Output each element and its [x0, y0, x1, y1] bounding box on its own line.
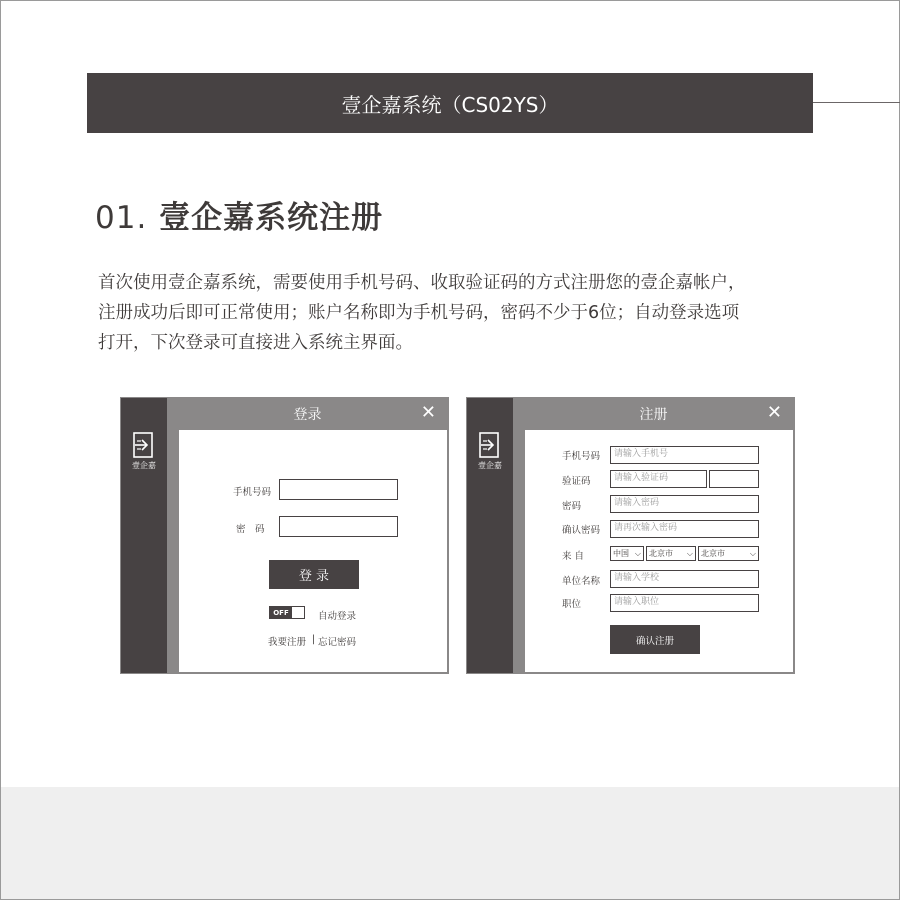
login-body: [179, 430, 447, 672]
header-title: 壹企嘉系统（CS02YS）: [341, 92, 559, 117]
desc-line: 注册成功后即可正常使用；账户名称即为手机号码，密码不少于6位；自动登录选项: [98, 303, 740, 323]
company-input[interactable]: 请输入学校: [610, 570, 759, 588]
reg-phone-label: 手机号码: [562, 451, 601, 462]
code-label: 验证码: [562, 476, 591, 487]
register-title-bar: [513, 398, 794, 429]
phone-input[interactable]: [279, 479, 398, 500]
city-value: 北京市: [701, 549, 725, 558]
header-line: [813, 102, 900, 103]
register-title: 注册: [639, 406, 668, 423]
register-brand: 壹企嘉: [478, 461, 502, 470]
login-arrow-icon: [479, 432, 499, 458]
code-input[interactable]: 请输入验证码: [610, 470, 707, 488]
auto-login-label: 自动登录: [318, 611, 357, 622]
country-value: 中国: [613, 549, 629, 558]
chevron-down-icon: ⌵: [686, 549, 693, 558]
phone-label: 手机号码: [233, 487, 272, 498]
province-value: 北京市: [649, 549, 673, 558]
chevron-down-icon: ⌵: [749, 549, 756, 558]
close-icon[interactable]: ✕: [420, 402, 436, 423]
position-label: 职位: [562, 599, 582, 610]
password-label: 密 码: [236, 524, 265, 535]
chevron-down-icon: ⌵: [634, 549, 641, 558]
from-label: 来 自: [562, 551, 585, 562]
reg-phone-input[interactable]: 请输入手机号: [610, 446, 759, 464]
section-number: 01.: [95, 200, 148, 236]
province-select[interactable]: [646, 546, 696, 561]
register-sidebar: [467, 398, 513, 673]
register-link[interactable]: 我要注册: [268, 637, 307, 648]
city-select[interactable]: [698, 546, 759, 561]
reg-password-input[interactable]: 请输入密码: [610, 495, 759, 513]
position-input[interactable]: 请输入职位: [610, 594, 759, 612]
close-icon[interactable]: ✕: [766, 402, 782, 423]
company-label: 单位名称: [562, 576, 601, 587]
register-body: [525, 430, 793, 672]
bottom-band: [1, 787, 899, 899]
section-title: 壹企嘉系统注册: [159, 200, 384, 236]
forgot-password-link[interactable]: 忘记密码: [318, 637, 357, 648]
section-description: [98, 268, 838, 358]
login-arrow-icon: [133, 432, 153, 458]
toggle-state: OFF: [270, 607, 292, 618]
login-brand: 壹企嘉: [132, 461, 156, 470]
login-title: 登录: [293, 406, 322, 423]
login-button[interactable]: 登 录: [269, 560, 359, 589]
register-window: [466, 397, 795, 674]
desc-line: 打开，下次登录可直接进入系统主界面。: [98, 333, 413, 353]
link-separator: |: [312, 634, 316, 645]
auto-login-toggle[interactable]: [269, 606, 305, 619]
country-select[interactable]: [610, 546, 644, 561]
header-bar: [87, 73, 813, 133]
confirm-password-input[interactable]: 请再次输入密码: [610, 520, 759, 538]
login-window: [120, 397, 449, 674]
password-input[interactable]: [279, 516, 398, 537]
login-sidebar: [121, 398, 167, 673]
reg-password-label: 密码: [562, 501, 582, 512]
section-heading: [95, 192, 383, 237]
desc-line: 首次使用壹企嘉系统，需要使用手机号码、收取验证码的方式注册您的壹企嘉帐户，: [98, 273, 746, 293]
confirm-password-label: 确认密码: [562, 525, 601, 536]
get-code-button[interactable]: [709, 470, 759, 488]
confirm-register-button[interactable]: 确认注册: [610, 625, 700, 654]
login-title-bar: [167, 398, 448, 429]
